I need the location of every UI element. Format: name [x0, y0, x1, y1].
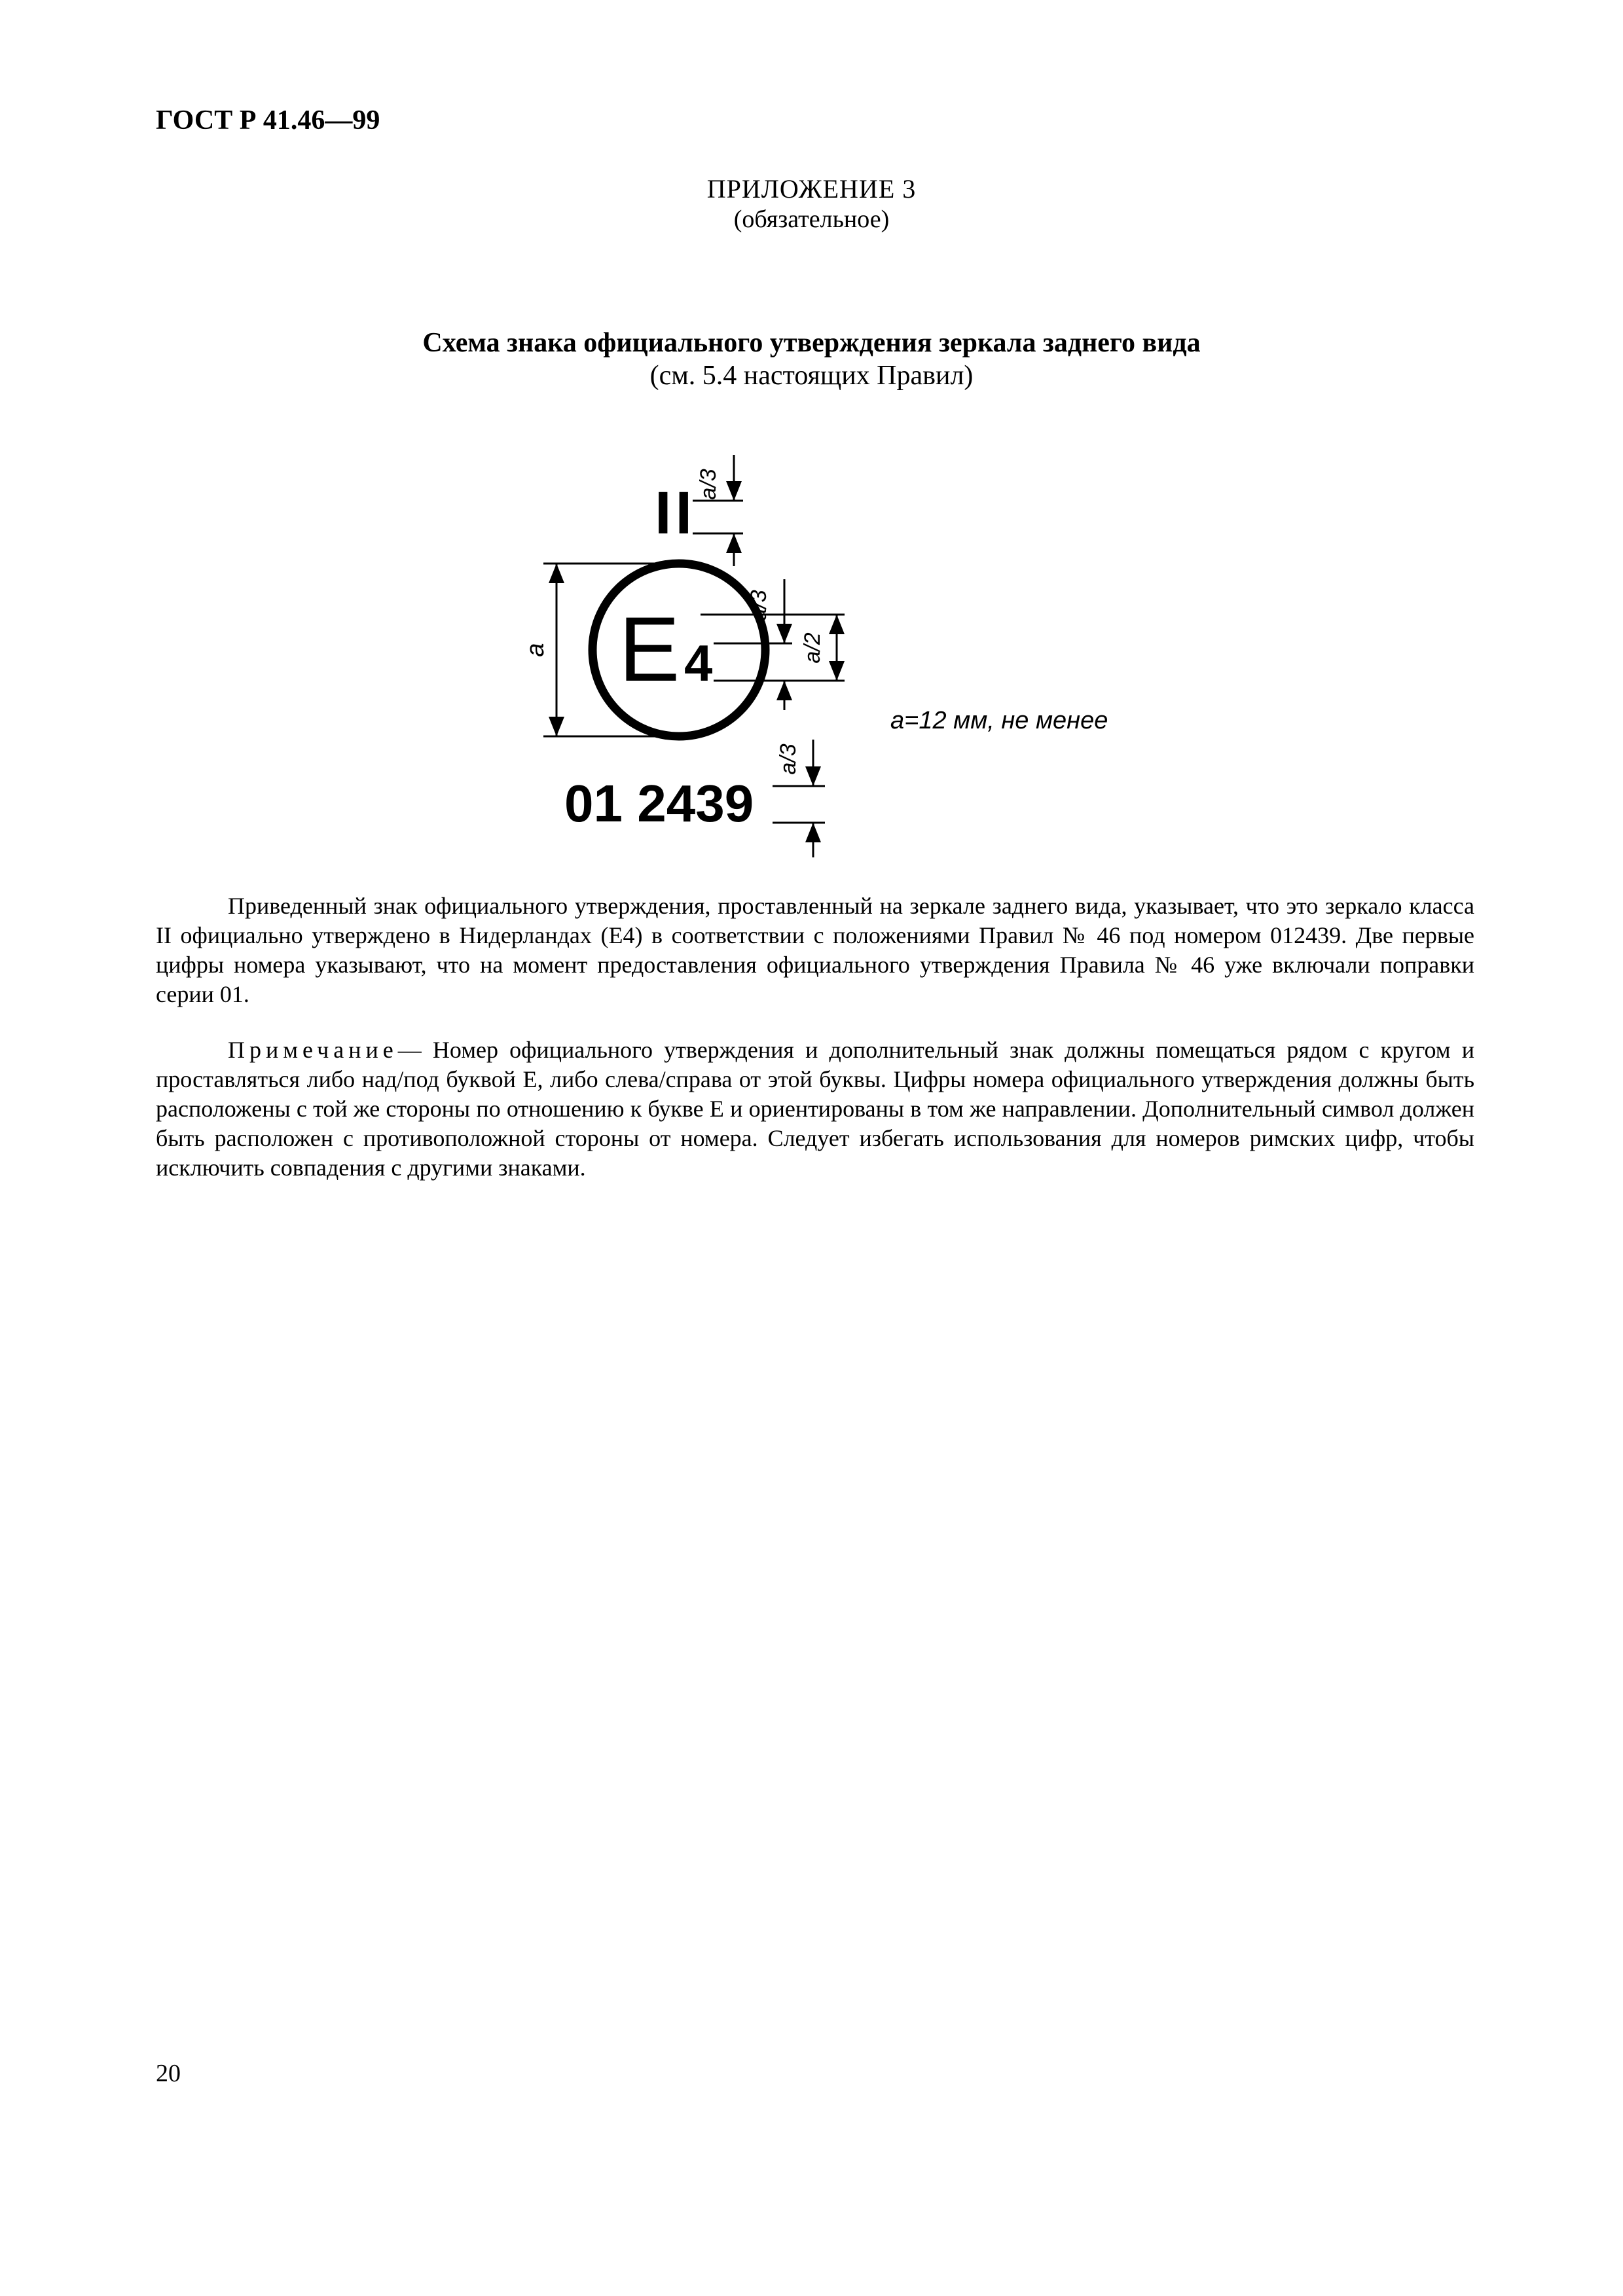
class-mark-dim-label: a/3: [696, 469, 721, 500]
page-number: 20: [156, 2060, 181, 2087]
appendix-status: (обязательное): [733, 206, 890, 233]
country-code: 4: [684, 634, 713, 692]
digit-dim-label: a/3: [746, 590, 771, 621]
approval-number: 01 2439: [564, 774, 754, 833]
explanation-paragraph: Приведенный знак официального утверждения, проставленный на зеркале заднего вида, указывает, что это зеркало класса II официально утверждено в Нидерландах (Е4) в соответствии с положениями Правил № 46 под номером 012439. Две первые цифры номера указывают, что на момент предоставления официального утверждения Правила № 46 уже включали поправки серии 01.: [156, 893, 1474, 1007]
approval-mark-diagram: [517, 435, 1120, 867]
note-paragraph: [156, 1035, 1474, 1183]
letter-dim-label: a/2: [800, 632, 825, 664]
figure-title: Схема знака официального утверждения зеркала заднего вида: [422, 328, 1201, 358]
class-mark: II: [655, 480, 697, 547]
figure-subtitle: (см. 5.4 настоящих Правил): [649, 361, 974, 391]
note-label: Примечание: [228, 1037, 398, 1063]
appendix-label: ПРИЛОЖЕНИЕ 3: [706, 174, 917, 204]
approval-letter: E: [619, 598, 680, 700]
document-header: ГОСТ Р 41.46—99: [156, 105, 380, 135]
note-text: — Номер официального утверждения и дополнительный знак должны помещаться рядом с кругом и проставляться либо над/под буквой Е, либо слева/справа от этой буквы. Цифры номера официального утверждения должны быть расположены с той же стороны по отношению к букве Е и ориентированы в том же направлении. Дополнительный символ должен быть расположен с противоположной стороны от номера. Следует избегать использования для номеров римских цифр, чтобы исключить совпадения с другими знаками.: [156, 1037, 1474, 1181]
number-dim-label: a/3: [776, 744, 801, 775]
dim-a-label: a: [522, 643, 549, 657]
dimension-note: a=12 мм, не менее: [890, 707, 1108, 734]
